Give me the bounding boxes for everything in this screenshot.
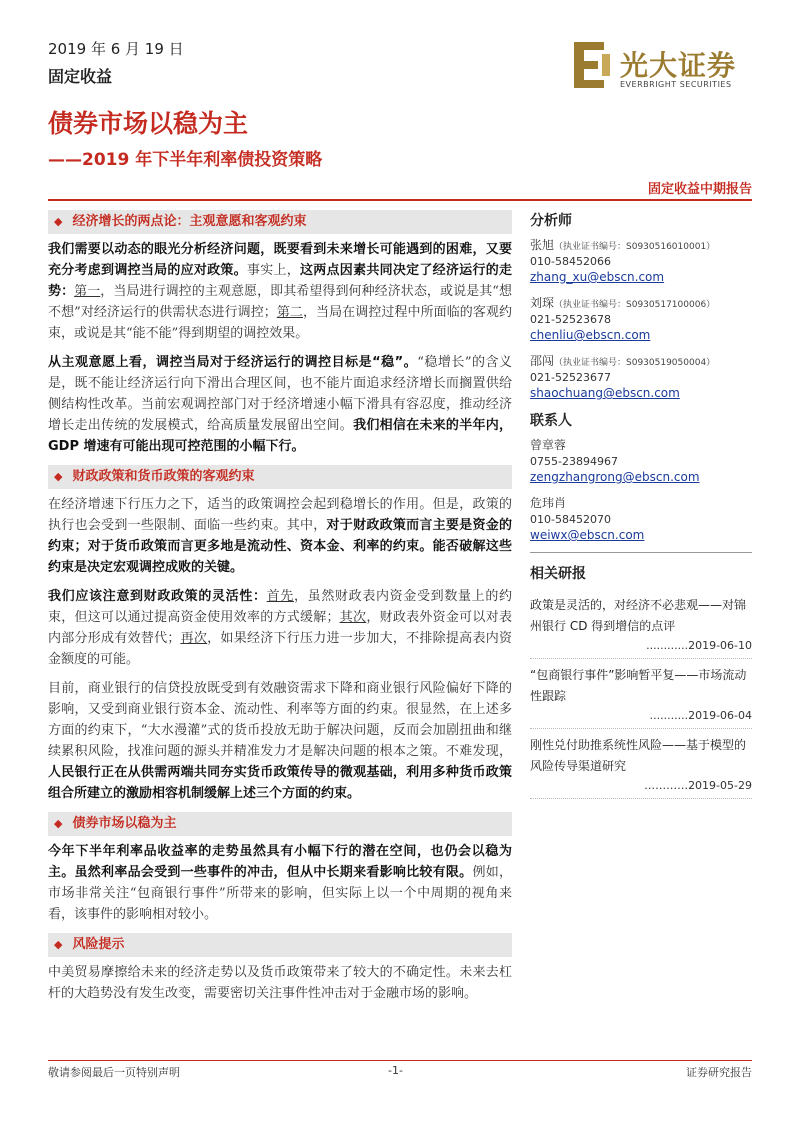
section-heading	[48, 210, 512, 234]
contact-email-link[interactable]: weiwx@ebscn.com	[530, 528, 645, 542]
text-run: 例如，市场非常关注“包商银行事件”所带来的影响，但实际上以一个中周期的视角来看，该事件的影响相对较小。	[48, 865, 512, 922]
text-run: ，当局进行调控的主观意愿，即其希望得到何种经济状态，或说是其“想不想”对经济运行的供需状态进行调控；	[48, 284, 512, 320]
analyst-phone: 021-52523678	[530, 313, 611, 326]
report-date: 2019 年 6 月 19 日	[48, 40, 184, 58]
bold-text: 我们应该注意到财政政策的灵活性：	[48, 589, 267, 604]
logo-chinese-name: 光大证券	[620, 49, 737, 82]
analyst-email-link[interactable]: shaochuang@ebscn.com	[530, 386, 680, 400]
text-run: 在经济增速下行压力之下，适当的政策调控会起到稳增长的作用。但是，政策的执行也会受到一些限制、面临一些约束。其中，	[48, 497, 512, 533]
everbright-logo-icon	[572, 40, 612, 90]
related-research-title[interactable]: “包商银行事件”影响暂平复——市场流动性跟踪	[530, 668, 747, 703]
bold-text: 人民银行正在从供需两端共同夯实货币政策传导的微观基础，利用多种货币政策组合所建立的激励相容机制缓解上述三个方面的约束。	[48, 765, 512, 801]
body-paragraph	[48, 494, 512, 578]
section-heading	[48, 465, 512, 489]
logo-english-name: EVERBRIGHT SECURITIES	[620, 80, 732, 89]
text-run: 其次	[339, 610, 367, 625]
text-run: ，财政表外资金可以对表内部分形成有效替代；	[48, 610, 512, 646]
section-heading	[48, 812, 512, 836]
contact-phone: 0755-23894967	[530, 455, 618, 468]
analyst-phone: 021-52523677	[530, 371, 611, 384]
related-research-date: ............2019-06-10	[646, 639, 752, 652]
related-research-item[interactable]	[530, 659, 752, 729]
analyst-phone: 010-58452066	[530, 255, 611, 268]
diamond-bullet-icon: ◆	[54, 470, 63, 483]
text-run: 第二	[276, 305, 303, 320]
diamond-bullet-icon: ◆	[54, 817, 63, 830]
analyst-certificate: （执业证书编号：S0930516010001）	[554, 242, 716, 252]
contact-card	[530, 436, 752, 484]
contacts-heading: 联系人	[530, 413, 572, 429]
report-type-label: 固定收益中期报告	[647, 182, 752, 197]
analysts-heading: 分析师	[530, 213, 572, 229]
diamond-bullet-icon: ◆	[54, 938, 63, 951]
analyst-certificate: （执业证书编号：S0930519050004）	[554, 358, 716, 368]
page-subtitle: ——2019 年下半年利率债投资策略	[48, 150, 323, 170]
text-run: ，如果经济下行压力进一步加大，不排除提高表内资金额度的可能。	[48, 631, 512, 667]
diamond-bullet-icon: ◆	[54, 215, 63, 228]
text-run: 第一	[74, 284, 101, 299]
footer-disclaimer: 敬请参阅最后一页特别声明	[48, 1066, 180, 1079]
related-research-date: ...........2019-06-04	[649, 709, 752, 722]
analyst-email-link[interactable]: zhang_xu@ebscn.com	[530, 270, 665, 284]
analyst-card	[530, 352, 752, 400]
sidebar-divider	[530, 552, 752, 553]
sidebar	[530, 210, 752, 799]
related-research-title[interactable]: 政策是灵活的，对经济不必悲观——对锦州银行 CD 得到增信的点评	[530, 598, 747, 633]
header-divider	[48, 199, 752, 201]
text-run: 再次	[180, 631, 208, 646]
bold-text: 从主观意愿上看，调控当局对于经济运行的调控目标是“稳”。	[48, 355, 418, 370]
contact-phone: 010-58452070	[530, 513, 611, 526]
text-run: 首先	[266, 589, 294, 604]
analyst-name-line	[530, 236, 752, 253]
related-research-title[interactable]: 刚性兑付助推系统性风险——基于模型的风险传导渠道研究	[530, 738, 747, 773]
footer-divider	[48, 1060, 752, 1061]
contact-name: 危玮肖	[530, 496, 567, 510]
text-run: ，虽然财政表内资金受到数量上的约束，但这可以通过提高资金使用效率的方式缓解；	[48, 589, 512, 625]
related-research-heading: 相关研报	[530, 566, 586, 582]
page-title: 债券市场以稳为主	[48, 109, 249, 138]
bold-text: 我们相信在未来的半年内，GDP 增速有可能出现可控范围的小幅下行。	[48, 418, 512, 454]
section-heading-text: 债券市场以稳为主	[72, 816, 177, 831]
body-paragraph	[48, 352, 512, 457]
text-run: ，当局在调控过程中所面临的客观约束，或说是其“能不能”得到期望的调控效果。	[48, 305, 512, 341]
section-heading-text: 财政政策和货币政策的客观约束	[72, 469, 255, 484]
text-run: “稳增长”的含义是，既不能让经济运行向下滑出合理区间，也不能片面追求经济增长而搁置供给侧结构性改革。当前宏观调控部门对于经济增速小幅下滑具有容忍度，推动经济增长走出传统的发展模式，给高质量发展留出空间。	[48, 355, 513, 433]
body-paragraph	[48, 239, 512, 344]
related-research-date: …………2019-05-29	[644, 779, 752, 792]
related-research-list	[530, 589, 752, 799]
analyst-name-line	[530, 294, 752, 311]
analyst-card	[530, 294, 752, 342]
bold-text: 今年下半年利率品收益率的走势虽然具有小幅下行的潜在空间，也仍会以稳为主。虽然利率品会受到一些事件的冲击，但从中长期来看影响比较有限。	[48, 844, 512, 880]
company-logo	[572, 40, 772, 96]
text-run: 中美贸易摩擦给未来的经济走势以及货币政策带来了较大的不确定性。未来去杠杆的大趋势没有发生改变，需要密切关注事件性冲击对于金融市场的影响。	[48, 965, 512, 1001]
contact-name: 曾章蓉	[530, 438, 567, 452]
text-run: 事实上，	[246, 263, 301, 278]
analyst-list	[530, 236, 752, 400]
contact-card	[530, 494, 752, 542]
bold-text: 对于财政政策而言主要是资金的约束；对于货币政策而言更多地是流动性、资本金、利率的约束。能否破解这些约束是决定宏观调控成败的关键。	[48, 518, 512, 575]
contact-list	[530, 436, 752, 542]
body-paragraph	[48, 962, 512, 1004]
section-heading-text: 风险提示	[72, 937, 125, 952]
analyst-name: 邵闯	[530, 354, 555, 368]
body-paragraph	[48, 841, 512, 925]
analyst-name: 刘琛	[530, 296, 555, 310]
body-paragraph	[48, 678, 512, 804]
bold-text: 这两点因素共同决定了经济运行的走势：	[48, 263, 512, 299]
related-research-item[interactable]	[530, 729, 752, 799]
related-research-item[interactable]	[530, 589, 752, 659]
text-run: 目前，商业银行的信贷投放既受到有效融资需求下降和商业银行风险偏好下降的影响，又受到商业银行资本金、流动性、利率等方面的约束。很显然，在上述多方面的约束下，“大水漫灌”式的货币投放无助于解决问题，反而会加剧扭曲和继续累积风险，找准问题的源头并精准发力才是解决问题的根本之策。不难发现，	[48, 681, 512, 759]
main-column	[48, 210, 512, 1012]
analyst-email-link[interactable]: chenliu@ebscn.com	[530, 328, 651, 342]
section-heading	[48, 933, 512, 957]
analyst-name-line	[530, 352, 752, 369]
page-number: -1-	[388, 1064, 403, 1077]
bold-text: 我们需要以动态的眼光分析经济问题，既要看到未来增长可能遇到的困难，又要充分考虑到调控当局的应对政策。	[48, 242, 512, 278]
body-paragraph	[48, 586, 512, 670]
analyst-card	[530, 236, 752, 284]
footer-report-label: 证券研究报告	[686, 1066, 752, 1079]
section-heading-text: 经济增长的两点论：主观意愿和客观约束	[72, 214, 307, 229]
contact-email-link[interactable]: zengzhangrong@ebscn.com	[530, 470, 700, 484]
analyst-name: 张旭	[530, 238, 555, 252]
analyst-certificate: （执业证书编号：S0930517100006）	[554, 300, 716, 310]
report-category: 固定收益	[48, 67, 113, 86]
